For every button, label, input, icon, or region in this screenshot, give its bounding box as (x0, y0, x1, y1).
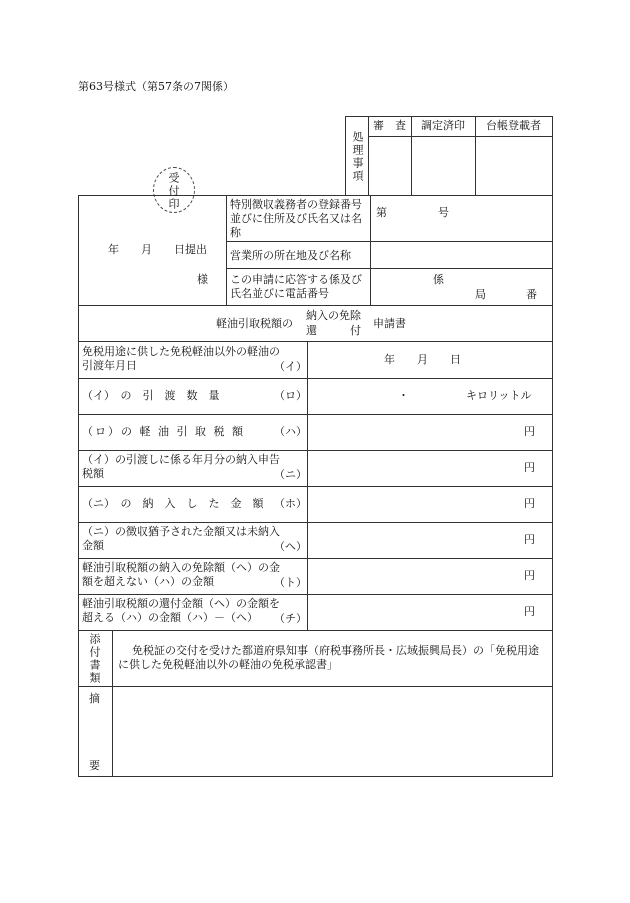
addressee-suffix: 様 (197, 273, 208, 286)
remarks-field[interactable] (118, 692, 546, 770)
heading-right: 申請書 (373, 317, 406, 330)
business-place-label: 営業所の所在地及び名称 (230, 249, 351, 262)
rule (226, 195, 227, 305)
row-label-declared-tax: （イ）の引渡しに係る年月分の納入申告税額 (82, 453, 280, 480)
row-value-tax-amount[interactable]: 円 (524, 425, 535, 438)
registration-label: 特別徴収義務者の登録番号並びに住所及び氏名又は名称 (230, 198, 362, 239)
rule (78, 776, 553, 777)
row-label-refund-amount: 軽油引取税額の還付金額（ヘ）の金額を超える（ハ）の金額（ハ）－（ヘ） (82, 597, 280, 624)
rule (78, 558, 552, 559)
heading-refund: 還 付 (306, 324, 361, 337)
row-value-delivery-date[interactable]: 年 月 日 (384, 353, 461, 366)
receipt-seal-label: 受付印 (167, 172, 180, 211)
row-value-quantity-point: ・ (398, 389, 409, 402)
rule (226, 241, 552, 242)
contact-section-suffix: 係 (433, 273, 444, 286)
rule (78, 686, 552, 687)
remarks-label-bottom: 要 (89, 759, 100, 772)
row-code: （イ） (274, 360, 307, 373)
rule (78, 414, 552, 415)
rule (345, 116, 346, 195)
submission-date-line: 年 月 日提出 (108, 243, 207, 256)
registration-number-suffix: 号 (438, 206, 449, 219)
row-code: （ハ） (274, 425, 307, 438)
contact-label: この申請に応答する係及び氏名並びに電話番号 (230, 273, 362, 300)
rule (112, 630, 113, 776)
row-code: （チ） (274, 612, 307, 625)
row-code: （ロ） (274, 389, 307, 402)
remarks-label-top: 摘 (89, 692, 100, 705)
row-code: （ニ） (274, 468, 307, 481)
heading-left: 軽油引取税額の (216, 317, 293, 330)
rule (370, 195, 371, 305)
row-label-paid-amount: （ニ） の 納 入 し た 金 額 (82, 497, 264, 510)
assessed-stamp-column-header: 調定済印 (421, 119, 465, 132)
rule (78, 341, 552, 342)
row-label-delivery-date: 免税用途に供した免税軽油以外の軽油の引渡年月日 (82, 345, 280, 372)
attachments-label: 添付書類 (88, 633, 101, 685)
review-column-header: 審 査 (373, 119, 406, 132)
heading-exemption: 納入の免除 (306, 309, 361, 322)
row-value-declared-tax[interactable]: 円 (524, 461, 535, 474)
row-value-exemption-amount[interactable]: 円 (524, 569, 535, 582)
rule (552, 195, 553, 776)
rule (78, 450, 552, 451)
contact-number-suffix: 番 (526, 288, 537, 301)
rule (226, 268, 552, 269)
row-label-delivery-quantity: （イ） の 引 渡 数 量 (82, 389, 220, 402)
rule (78, 630, 552, 631)
rule (78, 522, 552, 523)
contact-bureau-suffix: 局 (475, 288, 486, 301)
form-title: 第63号様式（第57条の7関係） (78, 80, 234, 93)
ledger-entry-column-header: 台帳登載者 (486, 119, 541, 132)
row-code: （ヘ） (274, 540, 307, 553)
rule (552, 116, 553, 195)
row-value-deferred-amount[interactable]: 円 (524, 533, 535, 546)
business-place-value[interactable] (376, 249, 546, 263)
row-value-paid-amount[interactable]: 円 (524, 497, 535, 510)
attachments-text: 免税証の交付を受けた都道府県知事（府税事務所長・広域振興局長）の「免税用途に供した免税軽油以外の軽油の免税承認書」 (118, 644, 539, 671)
processing-label: 処理事項 (351, 131, 364, 183)
row-value-refund-amount[interactable]: 円 (524, 605, 535, 618)
rule (78, 305, 552, 306)
row-code: （ホ） (274, 497, 307, 510)
rule (345, 116, 552, 117)
rule (368, 136, 552, 137)
rule (78, 195, 552, 196)
row-label-tax-amount: （ロ）の 軽 油 引 取 税 額 (82, 425, 245, 438)
rule (78, 486, 552, 487)
rule (78, 594, 552, 595)
row-label-exemption-amount: 軽油引取税額の納入の免除額（ヘ）の金額を超えない（ハ）の金額 (82, 561, 280, 588)
row-code: （ト） (274, 576, 307, 589)
rule (78, 378, 552, 379)
row-label-deferred-amount: （ニ）の徴収猶予された金額又は未納入金額 (82, 525, 280, 552)
registration-number-prefix: 第 (376, 206, 387, 219)
row-value-unit-kiloliter[interactable]: キロリットル (466, 389, 532, 402)
